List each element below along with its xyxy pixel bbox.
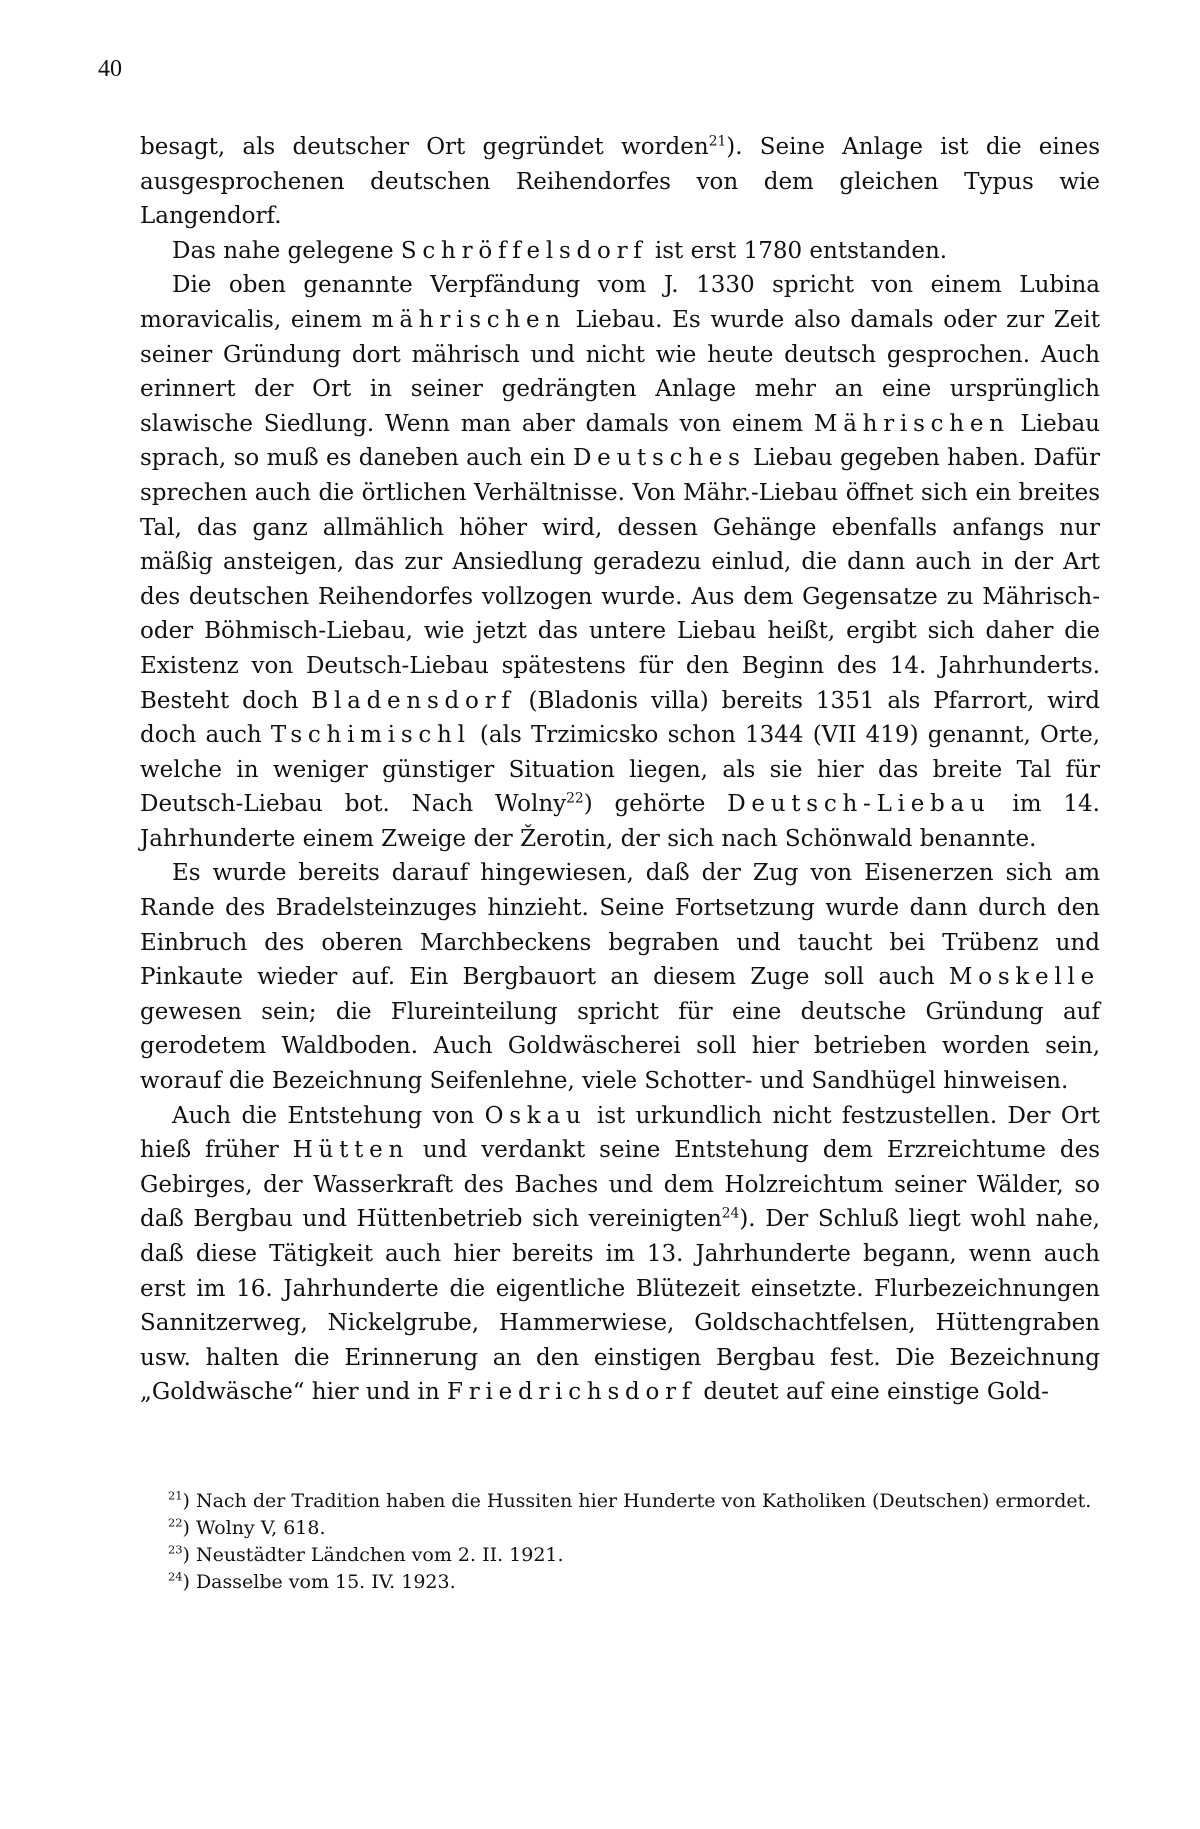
text-run: deutet auf eine einstige Gold-: [696, 1379, 1049, 1406]
text-run: im 14. Jahrhunderte einem Zweige der Žerotin, der sich nach Schönwald benannte.: [140, 791, 1100, 852]
footnote-reference: 24: [721, 1205, 740, 1222]
place-name-spaced: Friedrichsdorf: [447, 1379, 697, 1406]
paragraph: [140, 234, 1100, 269]
paragraph: [140, 856, 1100, 1098]
text-run: Liebau gegeben haben. Dafür sprechen auch die örtlichen Verhältnisse. Von Mähr.-Liebau öffnet sich ein breites Tal, das ganz allmählich höher wird, dessen Gehänge ebenfalls anfangs nur mäßig ansteigen, das zur Ansiedlung geradezu einlud, die dann auch in der Art des deutschen Reihendorfes vollzogen wurde. Aus dem Gegensatze zu Mährisch- oder Böhmisch-Liebau, wie jetzt das untere Liebau heißt, ergibt sich daher die Existenz von Deutsch-Liebau spätestens für den Beginn des 14. Jahrhunderts. Besteht doch: [140, 445, 1100, 714]
place-name-spaced: Bladensdorf: [311, 687, 516, 714]
text-run: Die oben genannte Verpfändung vom J. 1330 spricht von einem Lubina moravicalis, einem: [140, 272, 1100, 333]
text-run: ). Seine Anlage ist die eines ausgesprochenen deutschen Reihendorfes von dem gleichen Typus wie Langendorf.: [140, 134, 1100, 230]
body-text: [140, 130, 1100, 1410]
footnote-mark: 24: [168, 1569, 183, 1584]
text-run: besagt, als deutscher Ort gegründet worden: [140, 134, 709, 160]
place-name-spaced: Deutsches: [572, 445, 746, 472]
page-number: 40: [98, 56, 122, 82]
footnotes: [140, 1488, 1100, 1596]
footnote-text: ) Dasselbe vom 15. IV. 1923.: [182, 1571, 456, 1593]
text-run: und verdankt seine Entstehung dem Erzreichtume des Gebirges, der Wasserkraft des Baches und dem Holzreichtum seiner Wälder, so daß Bergbau und Hüttenbetrieb sich vereinigten: [140, 1137, 1100, 1233]
footnote: [140, 1515, 1100, 1542]
place-name-spaced: Hütten: [292, 1137, 410, 1164]
place-name-spaced: Deutsch-Liebau: [727, 791, 991, 818]
footnote: [140, 1488, 1100, 1515]
text-run: (als Trzimicsko schon 1344 (VII 419) genannt, Orte, welche in weniger günstiger Situation liegen, als sie hier das breite Tal für Deutsch-Liebau bot. Nach Wolny: [140, 722, 1101, 818]
footnote-reference: 21: [708, 133, 727, 150]
text-run: Es wurde bereits darauf hingewiesen, daß der Zug von Eisenerzen sich am Rande des Bradelsteinzuges hinzieht. Seine Fortsetzung wurde dann durch den Einbruch des oberen Marchbeckens begraben und taucht bei Trübenz und Pinkaute wieder auf. Ein Bergbauort an diesem Zuge soll auch: [140, 860, 1100, 991]
text-run: ). Der Schluß liegt wohl nahe, daß diese Tätigkeit auch hier bereits im 13. Jahrhunderte begann, wenn auch erst im 16. Jahrhunderte die eigentliche Blütezeit einsetzte. Flurbezeichnungen Sannitzerweg, Nickelgrube, Hammerwiese, Goldschachtfelsen, Hüttengraben usw. halten die Erinnerung an den einstigen Bergbau fest. Die Bezeichnung „Goldwäsche“ hier und in: [140, 1206, 1100, 1406]
place-name-spaced: Tschimischl: [270, 722, 471, 749]
footnote-mark: 21: [168, 1488, 183, 1503]
footnote-text: ) Neustädter Ländchen vom 2. II. 1921.: [182, 1544, 564, 1566]
text-run: gewesen sein; die Flureinteilung spricht für eine deutsche Gründung auf gerodetem Waldboden. Auch Goldwäscherei soll hier betrieben worden sein, worauf die Bezeichnung Seifenlehne, viele Schotter- und Sandhügel hinweisen.: [140, 998, 1100, 1095]
place-name-spaced: mährischen: [371, 306, 566, 333]
footnote-mark: 23: [168, 1542, 183, 1557]
text-run: ) gehörte: [583, 791, 728, 818]
text-run: Auch die Entstehung von: [172, 1102, 485, 1129]
text-run: (Bladonis villa) bereits 1351 als Pfarrort, wird doch auch: [140, 687, 1100, 749]
place-name-spaced: Oskau: [484, 1102, 587, 1129]
text-run: Liebau. Es wurde also damals oder zur Zeit seiner Gründung dort mährisch und nicht wie heute deutsch gesprochen. Auch erinnert der Ort in seiner gedrängten Anlage mehr an eine ursprünglich slawische Siedlung. Wenn man aber damals von einem: [140, 306, 1100, 437]
place-name-spaced: Moskelle: [948, 964, 1100, 991]
footnote-mark: 22: [168, 1515, 183, 1530]
text-run: ist erst 1780 entstanden.: [647, 237, 948, 264]
place-name-spaced: Mährischen: [813, 410, 1010, 437]
footnote: [140, 1569, 1100, 1596]
text-run: ist urkundlich nicht festzustellen. Der Ort hieß früher: [140, 1102, 1101, 1164]
place-name-spaced: Schröffelsdorf: [400, 237, 648, 264]
footnote: [140, 1542, 1100, 1569]
paragraph: [140, 130, 1100, 234]
paragraph: [140, 268, 1100, 856]
text-run: Liebau sprach, so muß es daneben auch ein: [140, 410, 1100, 472]
text-run: Das nahe gelegene: [172, 237, 401, 264]
paragraph: [140, 1099, 1100, 1410]
footnote-reference: 22: [566, 790, 584, 807]
footnote-text: ) Nach der Tradition haben die Hussiten hier Hunderte von Katholiken (Deutschen) ermordet.: [182, 1490, 1092, 1512]
footnote-text: ) Wolny V, 618.: [182, 1517, 326, 1539]
